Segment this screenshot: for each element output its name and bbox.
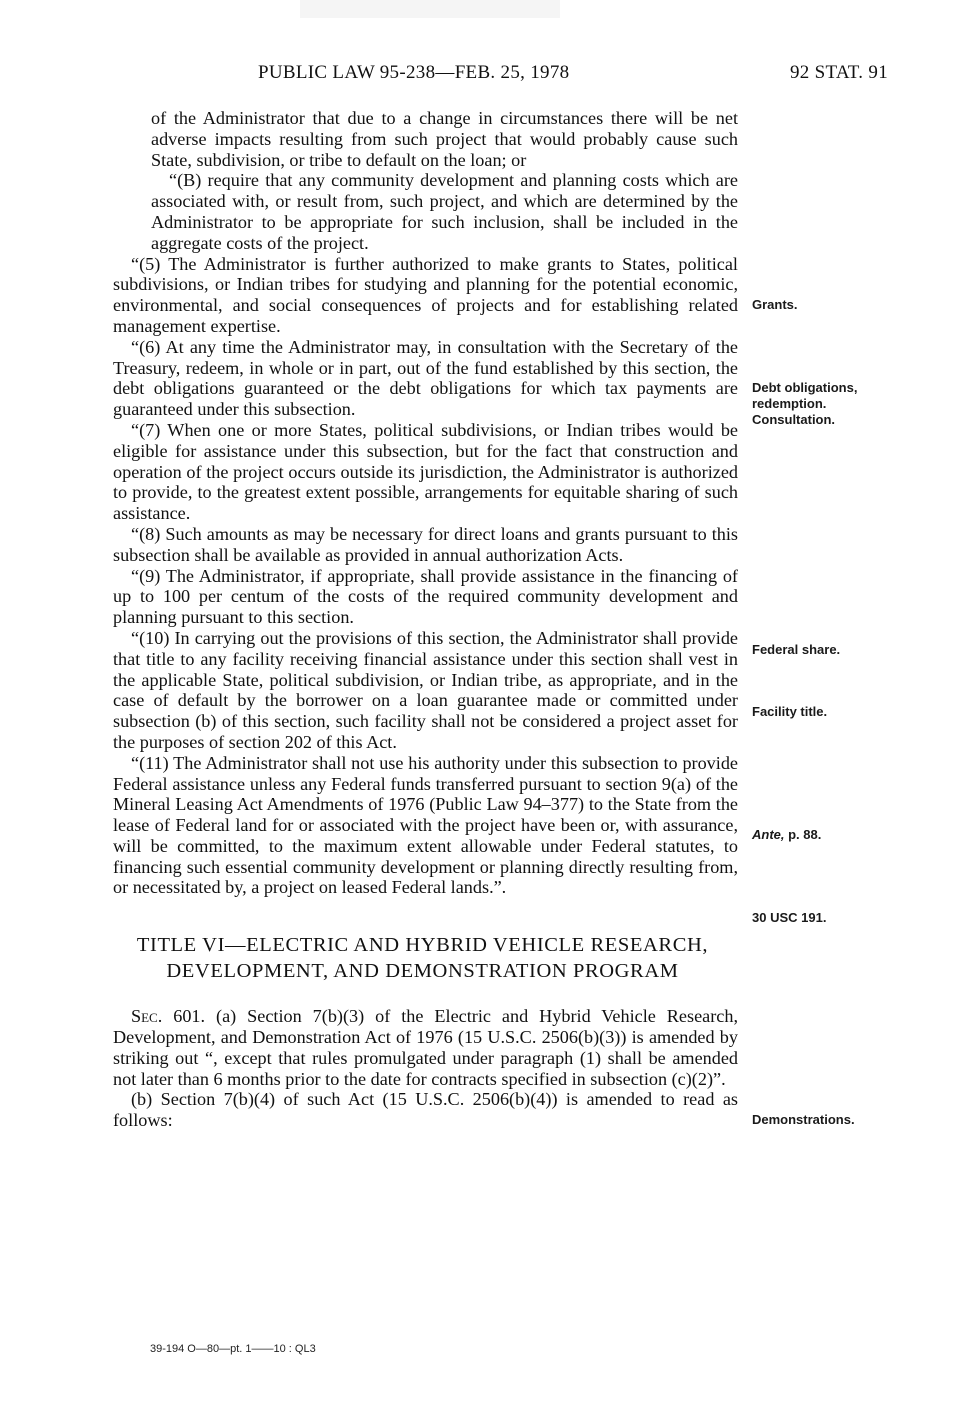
margin-note-debt-line2: redemption. xyxy=(752,396,827,411)
statute-page: 92 STAT. 91 xyxy=(789,62,888,83)
ante-italic: Ante, xyxy=(752,827,785,842)
margin-note-facility-title: Facility title. xyxy=(752,704,828,719)
margin-note-grants: Grants. xyxy=(752,297,798,312)
ante-page: p. 88. xyxy=(784,827,822,842)
section-601b: (b) Section 7(b)(4) of such Act (15 U.S.C. 2506(b)(4)) is amended to read as follows: xyxy=(113,1089,738,1131)
margin-note-usc: 30 USC 191. xyxy=(752,910,827,925)
paragraph-6: “(6) At any time the Administrator may, in consultation with the Secretary of the Treasury, redeem, in whole or in part, out of the fund established by this section, the debt obligations guaranteed or the debt obligations for which tax payments are guaranteed under this subsection. xyxy=(113,336,738,420)
paragraph-10: “(10) In carrying out the provisions of this section, the Administrator shall provide that title to any facility receiving financial assistance under this section shall vest in the applicable State, political subdivision, or Indian tribe, as appropriate, and in the case of default by the borrower on a loan guarantee made or committed under subsection (b) of this section, such facility shall not be considered a project asset for the purposes of section 202 of this Act. xyxy=(113,627,738,752)
print-code-footer: 39-194 O—80—pt. 1——10 : QL3 xyxy=(150,1343,316,1355)
paragraph-4a-continued: of the Administrator that due to a change in circumstances there will be net adverse impacts resulting from such project that would probably cause such State, subdivision, or tribe to default on the loan; or xyxy=(151,108,738,170)
margin-note-debt-line3: Consultation. xyxy=(752,412,836,427)
section-label: Sec. xyxy=(131,1006,163,1027)
paragraph-8: “(8) Such amounts as may be necessary for direct loans and grants pursuant to this subsection shall be available as provided in annual authorization Acts. xyxy=(113,523,738,565)
title-line-2: DEVELOPMENT, AND DEMONSTRATION PROGRAM xyxy=(166,960,679,983)
paragraph-7: “(7) When one or more States, political subdivisions, or Indian tribes would be eligible for assistance under this subsection, but for the fact that construction and operation of the project occurs outside its jurisdiction, the Administrator is authorized to provide, to the greatest extent possible, arrangements for equitable sharing of such assistance. xyxy=(113,419,738,524)
margin-note-debt xyxy=(752,380,902,428)
margin-note-debt-line1: Debt obligations, xyxy=(752,380,858,395)
section-601a-text: 601. (a) Section 7(b)(3) of the Electric and Hybrid Vehicle Research, Development, and Demonstration Act of 1976 (15 U.S.C. 2506(b)(3)) is amended by striking out “, except that rules promulgated under paragraph (1) shall be amended not later than 6 months prior to the date for contracts specified in subsection (c)(2)”. xyxy=(113,1006,738,1089)
margin-note-demonstrations: Demonstrations. xyxy=(752,1112,855,1127)
title-line-1: TITLE VI—ELECTRIC AND HYBRID VEHICLE RESEARCH, xyxy=(136,934,709,957)
margin-note-ante xyxy=(752,827,902,843)
paragraph-11: “(11) The Administrator shall not use his authority under this subsection to provide Federal assistance unless any Federal funds transferred pursuant to section 9(a) of the Mineral Leasing Act Amendments of 1976 (Public Law 94–377) to the State from the lease of Federal land for or associated with the project have been or, with assurance, will be committed, to the maximum extent allowable under Federal statutes, to financing such essential community development or planning directly resulting from, or necessitated by, a project on leased Federal lands.”. xyxy=(113,752,738,898)
law-citation: PUBLIC LAW 95-238—FEB. 25, 1978 xyxy=(258,62,570,83)
body-text xyxy=(113,108,738,1131)
paragraph-4b: “(B) require that any community development and planning costs which are associated with, or result from, such project, and which are determined by the Administrator to be appropriate for such inclusion, shall be included in the aggregate costs of the project. xyxy=(151,170,738,253)
title-vi-heading xyxy=(107,932,738,984)
page-header xyxy=(0,62,958,88)
margin-note-federal-share: Federal share. xyxy=(752,642,841,657)
paragraph-5: “(5) The Administrator is further authorized to make grants to States, political subdivisions, or Indian tribes for studying and planning for the potential economic, environmental, and social consequences of projects and for establishing related management expertise. xyxy=(113,253,738,336)
bleed-through-smudge xyxy=(300,0,560,18)
section-601a xyxy=(113,1006,738,1089)
paragraph-9: “(9) The Administrator, if appropriate, shall provide assistance in the financing of up to 100 per centum of the costs of the required community development and planning pursuant to this section. xyxy=(113,565,738,628)
